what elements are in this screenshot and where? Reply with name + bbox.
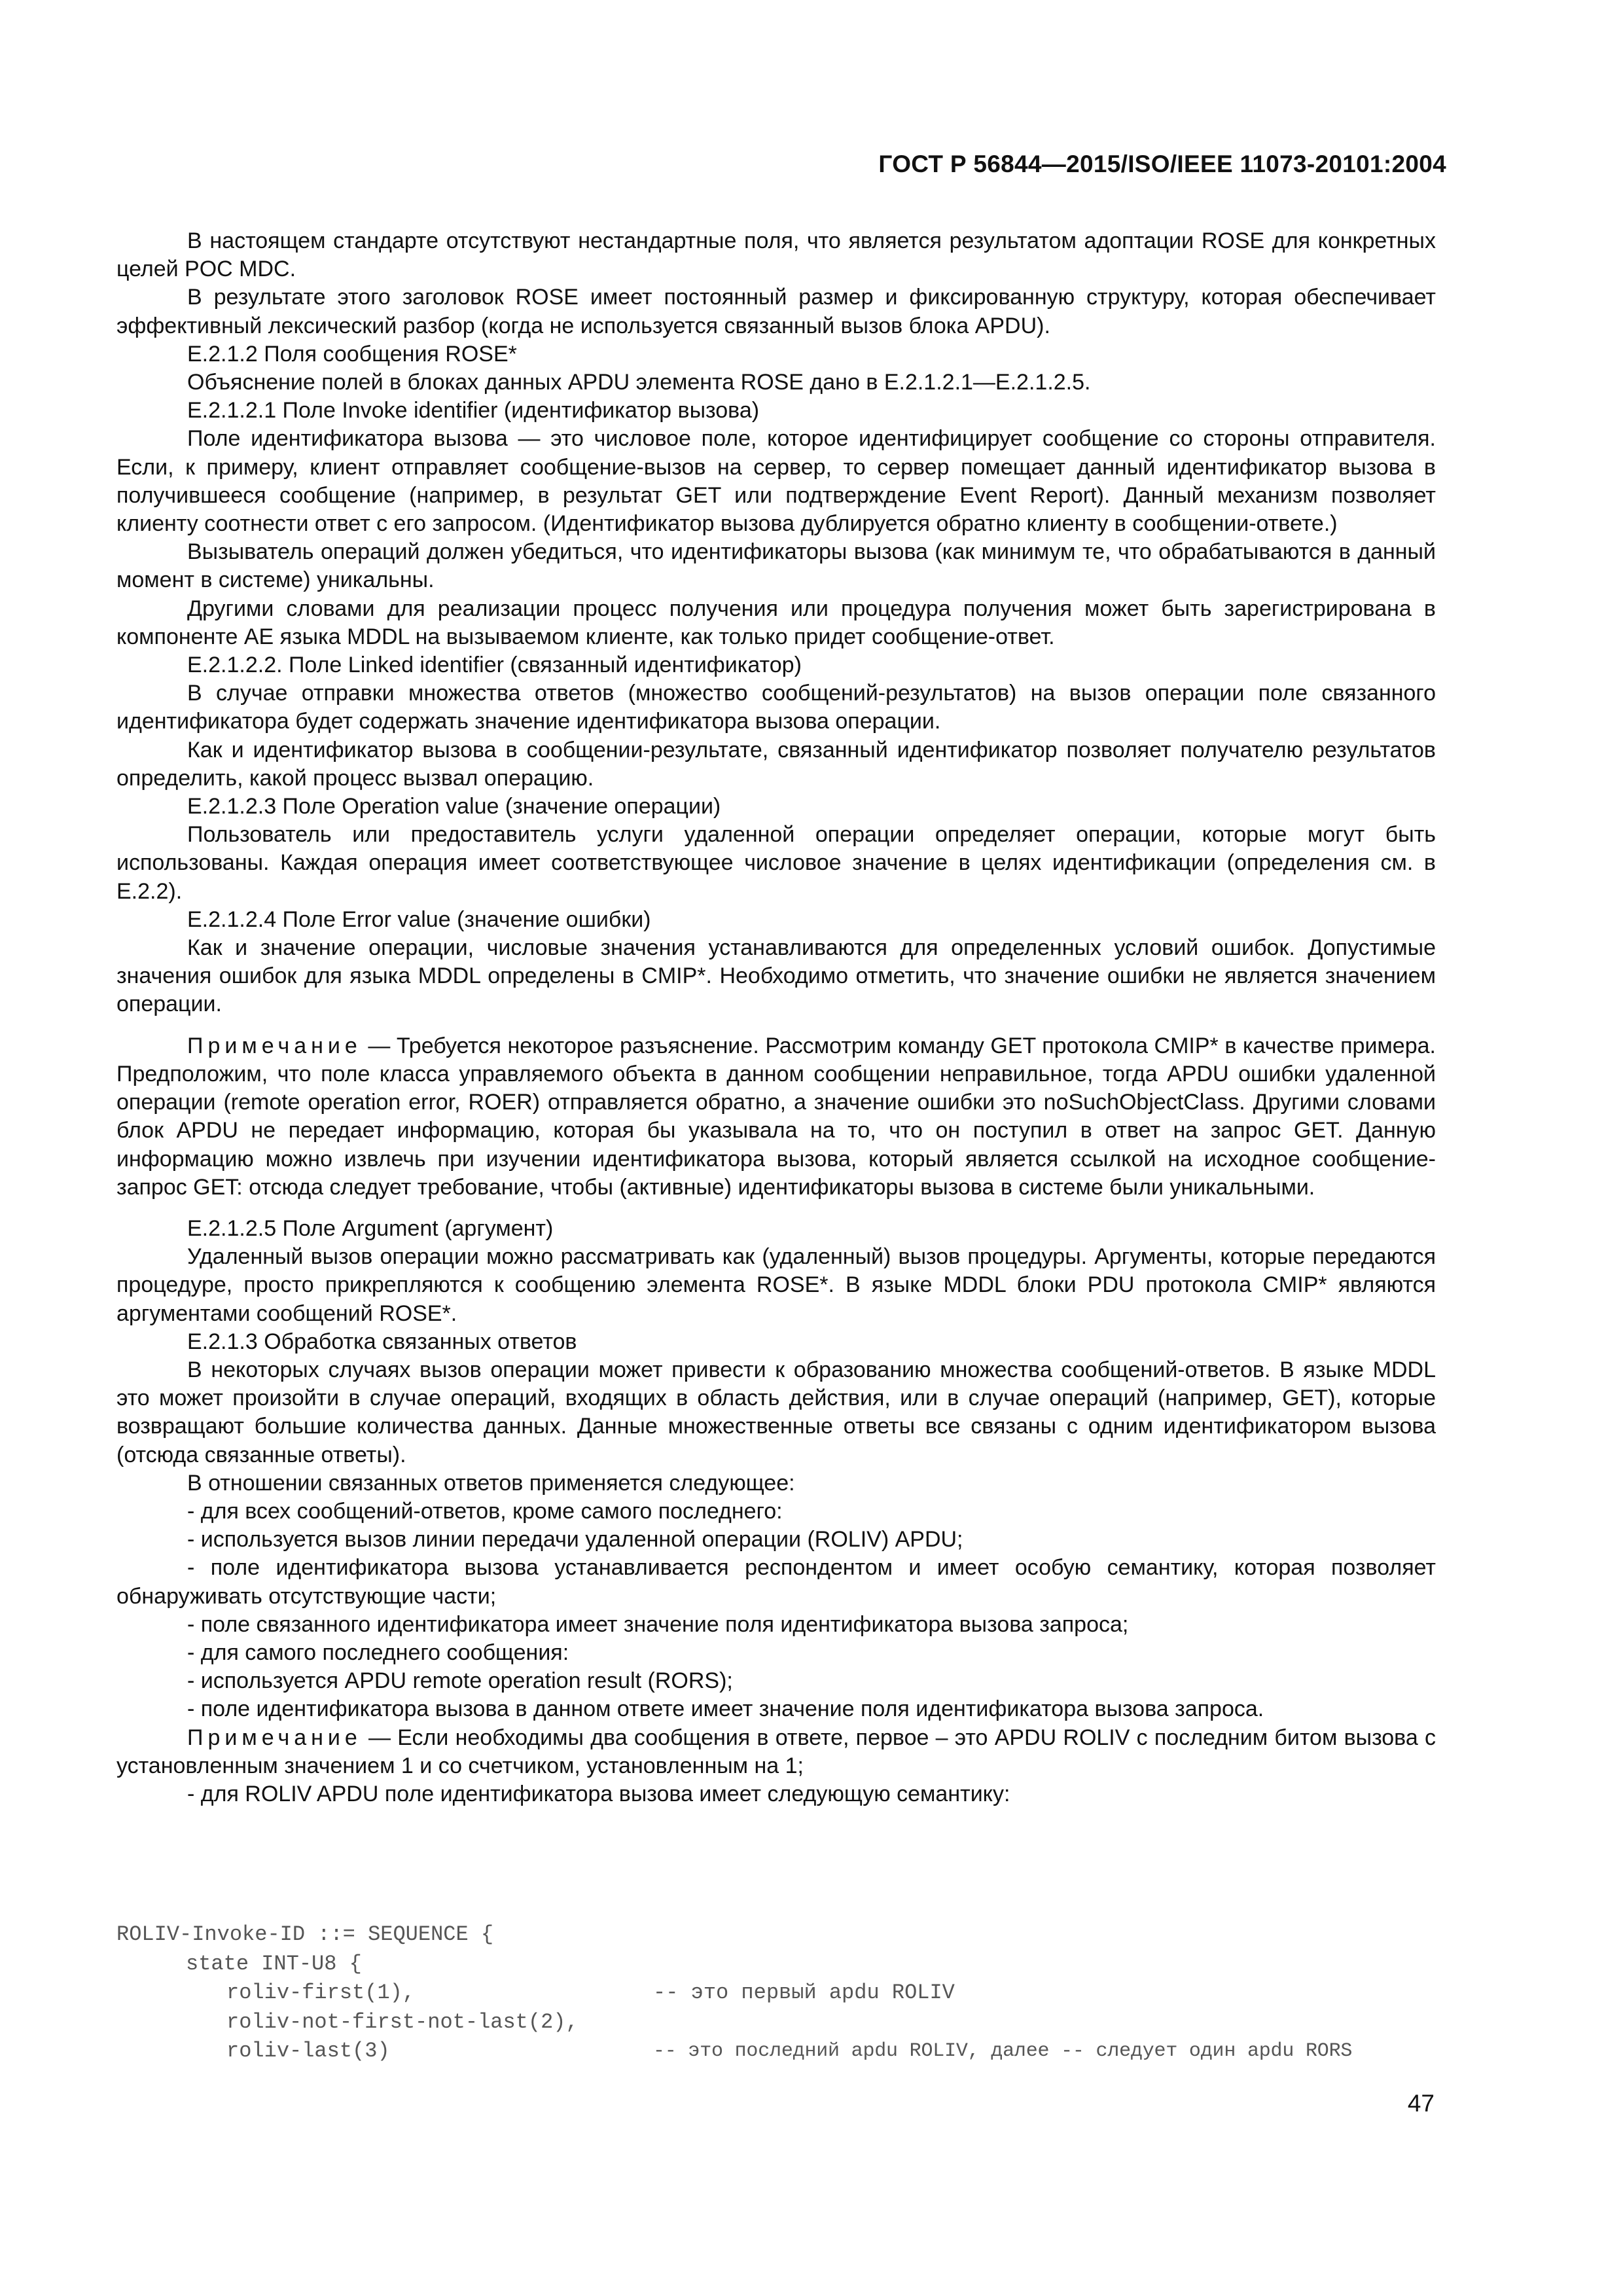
code-comment: -- это последний apdu ROLIV, далее -- следует один apdu RORS bbox=[653, 2040, 1353, 2062]
note-label: Примечание bbox=[187, 1725, 362, 1750]
code-line bbox=[116, 2037, 1445, 2066]
section-heading: Е.2.1.2.2. Поле Linked identifier (связанный идентификатор) bbox=[187, 653, 802, 678]
list-item: - поле связанного идентификатора имеет значение поля идентификатора вызова запроса; bbox=[187, 1611, 1129, 1637]
code-text: roliv-last(3) bbox=[226, 2039, 390, 2063]
paragraph: Другими словами для реализации процесс получения или процедура получения может быть зарегистрирована в компоненте AE языка MDDL на вызываемом клиенте, как только придет сообщение-ответ. bbox=[116, 596, 1436, 649]
list-item: - поле идентификатора вызова устанавливается респондентом и имеет особую семантику, которая позволяет обнаруживать отсутствующие части; bbox=[116, 1555, 1436, 1609]
code-text: state INT-U8 { bbox=[186, 1951, 362, 1976]
paragraph: Объяснение полей в блоках данных APDU элемента ROSE дано в Е.2.1.2.1—Е.2.1.2.5. bbox=[187, 370, 1091, 395]
section-heading: Е.2.1.2.5 Поле Argument (аргумент) bbox=[187, 1215, 554, 1241]
code-comment: -- это первый apdu ROLIV bbox=[653, 1981, 955, 2005]
code-line bbox=[116, 2008, 1445, 2037]
standard-header: ГОСТ Р 56844—2015/ISO/IEEE 11073-20101:2004 bbox=[878, 151, 1446, 177]
note-paragraph bbox=[116, 1032, 1436, 1202]
paragraph: В отношении связанных ответов применяется следующее: bbox=[187, 1470, 795, 1496]
body-text bbox=[116, 227, 1436, 1808]
paragraph: Как и идентификатор вызова в сообщении-результате, связанный идентификатор позволяет получателю результатов определить, какой процесс вызвал операцию. bbox=[116, 737, 1436, 791]
list-item: - для ROLIV APDU поле идентификатора вызова имеет следующую семантику: bbox=[187, 1781, 1010, 1806]
section-heading: Е.2.1.3 Обработка связанных ответов bbox=[187, 1329, 577, 1354]
paragraph: В случае отправки множества ответов (множество сообщений-результатов) на вызов операции поле связанного идентификатора будет содержать значение идентификатора вызова операции. bbox=[116, 681, 1436, 734]
list-item: - используется вызов линии передачи удаленной операции (ROLIV) APDU; bbox=[187, 1527, 963, 1552]
section-heading: Е.2.1.2 Поля сообщения ROSE* bbox=[187, 341, 517, 367]
paragraph: Поле идентификатора вызова — это числовое поле, которое идентифицирует сообщение со стороны отправителя. Если, к примеру, клиент отправляет сообщение-вызов на сервер, то сервер помещает данный идентификатор вызова в получившееся сообщение (например, в результат GET или подтверждение Event Report). Данный механизм позволяет клиенту соотнести ответ с его запросом. (Идентификатор вызова дублируется обратно клиенту в сообщении-ответе.) bbox=[116, 426, 1436, 537]
paragraph: В результате этого заголовок ROSE имеет постоянный размер и фиксированную структуру, которая обеспечивает эффективный лексический разбор (когда не используется связанный вызов блока APDU). bbox=[116, 285, 1436, 338]
code-line bbox=[116, 1979, 1445, 2008]
paragraph: Вызыватель операций должен убедиться, что идентификаторы вызова (как минимум те, что обрабатываются в данный момент в системе) уникальны. bbox=[116, 539, 1436, 593]
section-heading: Е.2.1.2.4 Поле Error value (значение ошибки) bbox=[187, 906, 651, 932]
note-label: Примечание bbox=[187, 1033, 362, 1058]
paragraph: Как и значение операции, числовые значения устанавливаются для определенных условий ошибок. Допустимые значения ошибок для языка MDDL определены в CMIP*. Необходимо отметить, что значение ошибки не является значением операции. bbox=[116, 935, 1436, 1017]
paragraph: Удаленный вызов операции можно рассматривать как (удаленный) вызов процедуры. Аргументы, которые передаются процедуре, просто прикрепляются к сообщению элемента ROSE*. В языке MDDL блоки PDU протокола CMIP* являются аргументами сообщений ROSE*. bbox=[116, 1244, 1436, 1326]
note-text: — Требуется некоторое разъяснение. Рассмотрим команду GET протокола CMIP* в качестве примера. Предположим, что поле класса управляемого объекта в данном сообщении неправильное, тогда APDU ошибки удаленной операции (remote operation error, ROER) отправляется обратно, а значение ошибки это noSuchObjectClass. Другими словами блок APDU не передает информацию, которая бы указывала на то, что он поступил в ответ на запрос GET. Данную информацию можно извлечь при изучении идентификатора вызова, который является ссылкой на исходное сообщение-запрос GET: отсюда следует требование, чтобы (активные) идентификаторы вызова в системе были уникальными. bbox=[116, 1033, 1436, 1200]
paragraph: В некоторых случаях вызов операции может привести к образованию множества сообщений-ответов. В языке MDDL это может произойти в случае операций, входящих в область действия, или в случае операций (например, GET), которые возвращают большие количества данных. Данные множественные ответы все связаны с одним идентификатором вызова (отсюда связанные ответы). bbox=[116, 1357, 1436, 1467]
note-text: — Если необходимы два сообщения в ответе, первое – это APDU ROLIV с последним битом вызова с установленным значением 1 и со счетчиком, установленным на 1; bbox=[116, 1725, 1436, 1778]
paragraph: Пользователь или предоставитель услуги удаленной операции определяет операции, которые могут быть использованы. Каждая операция имеет соответствующее числовое значение в целях идентификации (определения см. в Е.2.2). bbox=[116, 822, 1436, 904]
list-item: - используется APDU remote operation result (RORS); bbox=[187, 1668, 733, 1694]
code-line bbox=[116, 1950, 1445, 1979]
paragraph: В настоящем стандарте отсутствуют нестандартные поля, что является результатом адоптации ROSE для конкретных целей POC MDC. bbox=[116, 228, 1436, 282]
asn1-code-block bbox=[116, 1920, 1445, 2066]
section-heading: Е.2.1.2.3 Поле Operation value (значение операции) bbox=[187, 794, 721, 819]
code-text: roliv-first(1), bbox=[226, 1981, 416, 2005]
code-text: roliv-not-first-not-last(2), bbox=[226, 2009, 579, 2034]
list-item: - поле идентификатора вызова в данном ответе имеет значение поля идентификатора вызова запроса. bbox=[187, 1696, 1264, 1722]
list-item: - для всех сообщений-ответов, кроме самого последнего: bbox=[187, 1498, 783, 1524]
page-number: 47 bbox=[1407, 2090, 1435, 2117]
code-line bbox=[116, 1920, 1445, 1950]
list-item: - для самого последнего сообщения: bbox=[187, 1640, 569, 1665]
section-heading: Е.2.1.2.1 Поле Invoke identifier (идентификатор вызова) bbox=[187, 398, 760, 423]
code-text: ROLIV-Invoke-ID ::= SEQUENCE { bbox=[116, 1922, 494, 1946]
note-paragraph bbox=[116, 1724, 1436, 1780]
